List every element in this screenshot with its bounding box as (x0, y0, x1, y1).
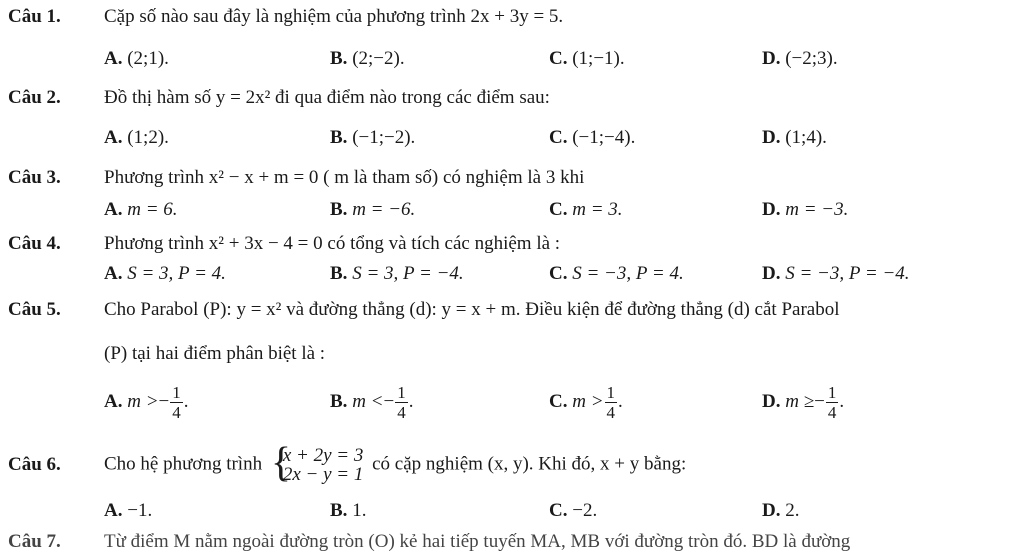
question-text: Từ điểm M nằm ngoài đường tròn (O) kẻ hai tiếp tuyến MA, MB với đường tròn đó. BD là đường (104, 531, 851, 552)
question-1 (0, 6, 1024, 69)
option-a: A. (1;2). (104, 127, 169, 148)
question-text: Cho Parabol (P): y = x² và đường thẳng (d): y = x + m. Điều kiện để đường thẳng (d) cắt Parabol (104, 299, 840, 320)
question-text: Đồ thị hàm số y = 2x² đi qua điểm nào trong các điểm sau: (104, 87, 550, 108)
option-d: D. (1;4). (762, 127, 827, 148)
option-c: C. −2. (549, 500, 598, 521)
question-text: Cho hệ phương trình { x + 2y = 3 2x − y = 1 có cặp nghiệm (x, y). Khi đó, x + y bằng: (104, 440, 687, 486)
question-number: Câu 6. (8, 454, 61, 475)
question-number: Câu 3. (8, 167, 61, 188)
question-number: Câu 1. (8, 6, 61, 27)
question-7-cutoff (0, 531, 1024, 557)
option-b: B. (2;−2). (330, 48, 405, 69)
option-b: B. S = 3, P = −4. (330, 263, 464, 284)
option-b: B. (−1;−2). (330, 127, 416, 148)
question-text: Phương trình x² + 3x − 4 = 0 có tổng và tích các nghiệm là : (104, 233, 561, 254)
equation-system: { x + 2y = 3 2x − y = 1 (270, 440, 364, 486)
question-text-continued: (P) tại hai điểm phân biệt là : (104, 343, 326, 364)
question-number: Câu 4. (8, 233, 61, 254)
option-d: D. m ≥− $\frac{1}{4}$ . (762, 383, 845, 422)
fraction: $\frac{1}{4}$ (172, 383, 181, 422)
question-number: Câu 5. (8, 299, 61, 320)
question-text: Cặp số nào sau đây là nghiệm của phương trình 2x + 3y = 5. (104, 6, 564, 27)
fraction: $\frac{1}{4}$ (397, 383, 406, 422)
option-d: D. (−2;3). (762, 48, 838, 69)
option-b: B. m <− $\frac{1}{4}$ . (330, 383, 414, 422)
question-5 (0, 299, 1024, 433)
question-4 (0, 233, 1024, 289)
option-d: D. 2. (762, 500, 800, 521)
question-2 (0, 87, 1024, 147)
option-b: B. 1. (330, 500, 367, 521)
option-c: C. m = 3. (549, 199, 623, 220)
option-d: D. m = −3. (762, 199, 849, 220)
question-3 (0, 167, 1024, 223)
question-text: Phương trình x² − x + m = 0 ( m là tham số) có nghiệm là 3 khi (104, 167, 585, 188)
option-c: C. (1;−1). (549, 48, 625, 69)
question-number: Câu 2. (8, 87, 61, 108)
option-c: C. m > $\frac{1}{4}$ . (549, 383, 623, 422)
option-c: C. S = −3, P = 4. (549, 263, 684, 284)
option-a: A. (2;1). (104, 48, 169, 69)
fraction: $\frac{1}{4}$ (606, 383, 616, 422)
fraction: $\frac{1}{4}$ (827, 383, 837, 422)
brace-icon: { (270, 440, 292, 486)
option-c: C. (−1;−4). (549, 127, 636, 148)
option-a: A. m >− $\frac{1}{4}$ . (104, 383, 189, 422)
option-b: B. m = −6. (330, 199, 416, 220)
option-a: A. m = 6. (104, 199, 178, 220)
option-d: D. S = −3, P = −4. (762, 263, 910, 284)
question-6 (0, 440, 1024, 526)
option-a: A. −1. (104, 500, 153, 521)
question-number: Câu 7. (8, 531, 61, 552)
option-a: A. S = 3, P = 4. (104, 263, 226, 284)
